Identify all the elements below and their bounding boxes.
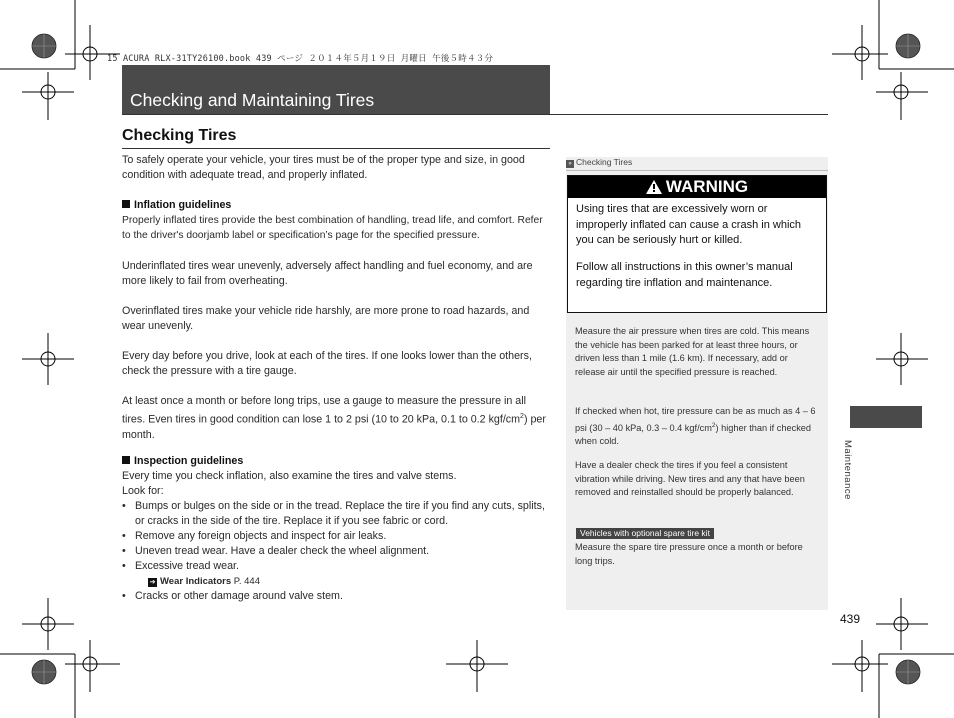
inspection-paragraph-1: Every time you check inflation, also examine the tires and valve stems. bbox=[122, 470, 457, 482]
side-reference: » Checking Tires bbox=[566, 155, 828, 171]
inflation-paragraph-3: Overinflated tires make your vehicle ride harshly, are more prone to road hazards, and wear unevenly. bbox=[122, 305, 530, 332]
inspection-list bbox=[122, 499, 552, 604]
warning-header: WARNING bbox=[568, 176, 826, 198]
side-note-3: Have a dealer check the tires if you feel a consistent vibration while driving. New tires and any that have been removed and reinstalled should be properly balanced. bbox=[575, 460, 805, 497]
chapter-tab-label: Maintenance bbox=[842, 440, 853, 500]
inspection-look-for: Look for: bbox=[122, 485, 164, 497]
title-divider bbox=[122, 114, 828, 115]
chapter-tab bbox=[850, 406, 922, 428]
warning-triangle-icon bbox=[646, 180, 662, 194]
side-note-1: Measure the air pressure when tires are cold. This means the vehicle has been parked for at least three hours, or driven less than 1 mile (1.6 km). If necessary, add or release air until the specified pressure is reached. bbox=[575, 326, 810, 377]
side-note-2: If checked when hot, tire pressure can be as much as 4 – 6 psi (30 – 40 kPa, 0.3 – 0.4 kgf/$cm^2$) higher than if checked when cold. bbox=[575, 406, 816, 447]
list-item: • Cracks or other damage around valve stem. bbox=[122, 589, 552, 604]
list-item: • Bumps or bulges on the side or in the tread. Replace the tire if you find any cuts, splits, or cracks in the side of the tire. Replace it if you see fabric or cord. bbox=[122, 499, 552, 529]
print-header: 15 ACURA RLX-31TY26100.book 439 ページ ２０１４年５月１９日 月曜日 午後５時４３分 bbox=[107, 54, 494, 64]
warning-text-2: Follow all instructions in this owner’s manual regarding tire inflation and maintenance. bbox=[576, 261, 793, 289]
inflation-heading: Inflation guidelines bbox=[122, 198, 552, 213]
warning-text-1: Using tires that are excessively worn or improperly inflated can cause a crash in which you can be seriously hurt or killed. bbox=[576, 203, 802, 246]
side-note-4: Measure the spare tire pressure once a month or before long trips. bbox=[575, 542, 803, 566]
square-bullet-icon bbox=[122, 200, 130, 208]
inflation-paragraph-5: At least once a month or before long trips, use a gauge to measure the pressure in all tires. Even tires in good condition can lose 1 to 2 psi (10 to 20 kPa, 0.1 to 0.2 kgf/$cm^2$) per month. bbox=[122, 395, 546, 441]
list-item: • Remove any foreign objects and inspect for air leaks. bbox=[122, 529, 552, 544]
warning-box bbox=[567, 175, 827, 313]
inflation-paragraph-1: Properly inflated tires provide the best combination of handling, tread life, and comfort. Refer to the driver's doorjamb label or specification’s page for the specified pressure. bbox=[122, 215, 543, 241]
wear-indicators-link[interactable]: ➔ Wear Indicators P. 444 bbox=[149, 576, 260, 587]
chapter-title-bar bbox=[122, 65, 550, 115]
section-title: Checking Tires bbox=[122, 127, 237, 144]
inflation-paragraph-4: Every day before you drive, look at each of the tires. If one looks lower than the others, check the pressure with a tire gauge. bbox=[122, 350, 532, 377]
list-item: • Uneven tread wear. Have a dealer check the wheel alignment. bbox=[122, 544, 552, 559]
intro-paragraph: To safely operate your vehicle, your tires must be of the proper type and size, in good condition with adequate tread, and properly inflated. bbox=[122, 154, 525, 181]
page-number: 439 bbox=[840, 612, 861, 626]
square-bullet-icon bbox=[122, 456, 130, 464]
inflation-paragraph-2: Underinflated tires wear unevenly, adversely affect handling and fuel economy, and are more likely to fail from overheating. bbox=[122, 260, 533, 287]
list-item: • Excessive tread wear. bbox=[122, 559, 552, 574]
reference-arrow-icon: » bbox=[566, 160, 574, 168]
cross-reference-arrow-icon: ➔ bbox=[149, 579, 156, 586]
page-title: Checking and Maintaining Tires bbox=[130, 90, 375, 110]
inspection-heading: Inspection guidelines bbox=[122, 454, 552, 469]
section-divider bbox=[122, 148, 550, 149]
spare-tire-kit-tag: Vehicles with optional spare tire kit bbox=[576, 528, 714, 539]
